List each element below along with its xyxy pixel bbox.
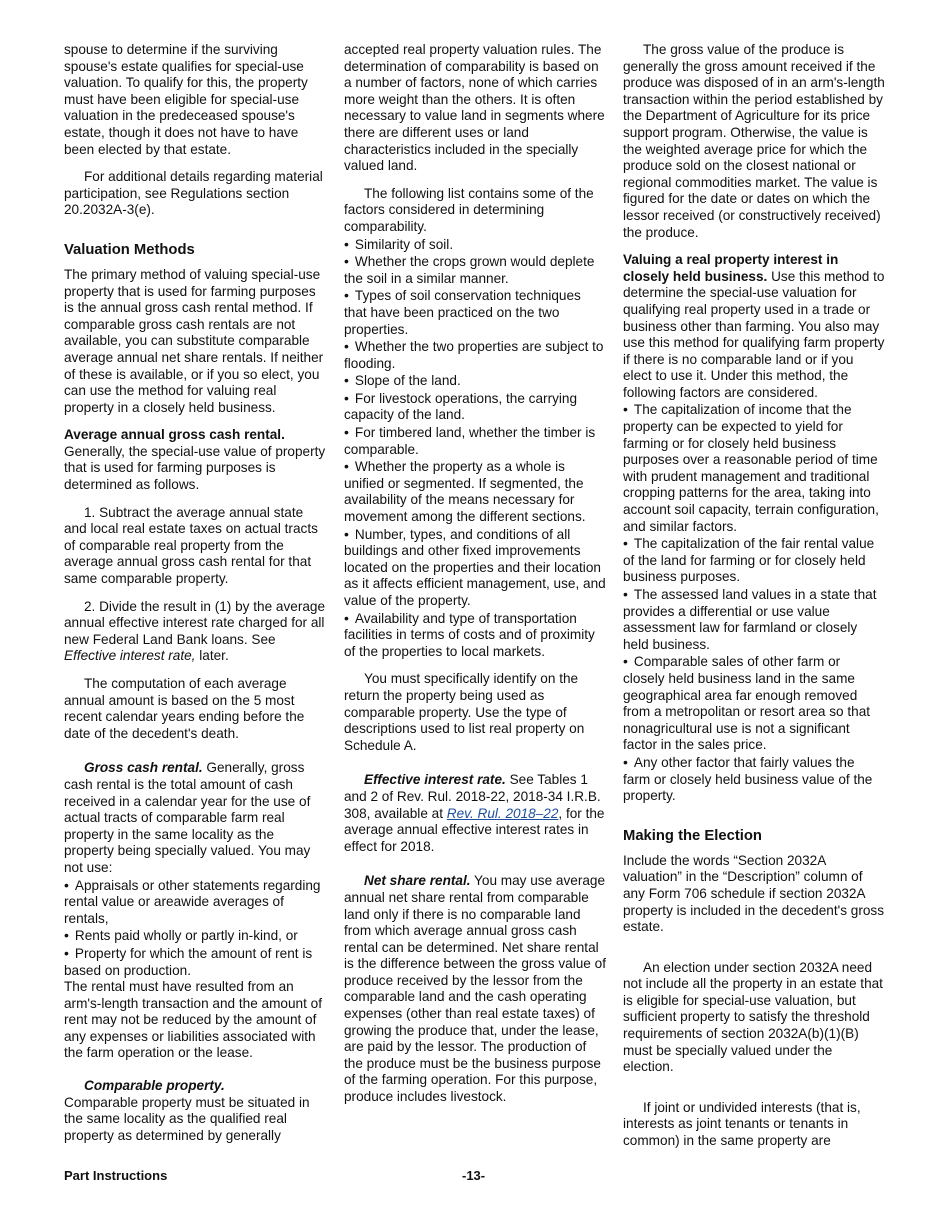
bullet-item: • Comparable sales of other farm or closely held business land in the same geographical area far enough removed from a metropolitan or resort area so that nonagricultural use is not a significant factor in the sales price. [623,653,885,754]
bullet-item: • Similarity of soil. [344,236,606,254]
paragraph-closely-held-business [623,252,885,401]
paragraph-text: Generally, gross cash rental is the total amount of cash received in a calendar year for the use of actual tracts of comparable farm real property in the same locality as the property being specially valued. You may not use: [64,760,311,875]
bullet-item: • Availability and type of transportation facilities in terms of costs and of proximity of the properties to local markets. [344,610,606,661]
bullet-item: • The assessed land values in a state that provides a differential or use value assessment law for farmland or closely held business. [623,586,885,653]
run-in-heading-comparable-property [64,1078,326,1095]
paragraph: For additional details regarding material participation, see Regulations section 20.2032A-3(e). [64,169,323,218]
paragraph: If joint or undivided interests (that is, interests as joint tenants or tenants in common) in the same property are [623,1099,861,1149]
bullet-item: • The capitalization of the fair rental value of the land for farming or for closely held business purposes. [623,535,885,586]
paragraph: The computation of each average annual amount is based on the 5 most recent calendar years ending before the date of the decedent's death. [64,676,305,741]
run-in-heading: Effective interest rate. [364,772,506,788]
bullet-item: • Whether the property as a whole is unified or segmented. If segmented, the availability of the means necessary for movement among the different sections. [344,458,606,525]
footer-section-label: Part Instructions [64,1168,168,1183]
run-in-heading: Comparable property. [84,1078,225,1094]
paragraph: spouse to determine if the surviving spouse's estate qualifies for special-use valuation. To qualify for this, the property must have been eligible for special-use valuation in the predeceased spouse's estate, though it does not have to have been elected by that estate. [64,42,308,157]
bullet-item: • Property for which the amount of rent is based on production. [64,945,326,979]
step-text: 2. Divide the result in (1) by the average annual effective interest rate charged for all new Federal Land Bank loans. See [64,598,326,647]
bullet-item: • Appraisals or other statements regarding rental value or areawide averages of rentals, [64,877,326,928]
paragraph: An election under section 2032A need not include all the property in an estate that is eligible for special-use valuation, but sufficient property to satisfy the threshold requirements of section 2032A(b)(1)(B) must be specially valued under the election. [623,959,883,1075]
rev-rul-link[interactable]: Rev. Rul. 2018–22 [446,805,559,821]
paragraph: Comparable property must be situated in the same locality as the qualified real property as determined by generally [64,1094,310,1143]
step-text: later. [195,648,229,664]
bullet-item: • Whether the two properties are subject to flooding. [344,338,606,372]
bullet-item: • Rents paid wholly or partly in-kind, or [64,927,326,945]
section-heading-valuation-methods: Valuation Methods [64,241,195,258]
run-in-heading: Valuing a real property interest in closely held business. [623,252,839,284]
paragraph-net-share-rental [344,873,606,1105]
paragraph-text: Use this method to determine the special-use valuation for qualifying real property used in a trade or business other than farming. You also may use this method for qualifying farm property if there is no comparable land or if you elect to use it. Under this method, the following factors are considered. [623,268,885,400]
paragraph: The following list contains some of the factors considered in determining comparability. [344,185,594,234]
bullet-item: • For timbered land, whether the timber is comparable. [344,424,606,458]
step-1: 1. Subtract the average annual state and local real estate taxes on actual tracts of comparable real property from the average annual gross cash rental for that same comparable property. [64,504,318,587]
run-in-heading: Net share rental. [364,873,471,889]
paragraph-text: You may use average annual net share rental from comparable land only if there is no comparable land from which average annual gross cash rental can be determined. Net share rental is the difference between the gross value of produce received by the lessor from the comparable land and the cash operating expenses (other than real estate taxes) of growing the produce that, under the lease, are paid by the lessor. The production of the produce must be the business purpose of the farming operation. For this purpose, produce includes livestock. [344,873,606,1105]
run-in-heading: Average annual gross cash rental. [64,427,285,443]
bullet-item: • Whether the crops grown would deplete the soil in a similar manner. [344,253,606,287]
paragraph-avg-gross-cash-rental [64,427,326,493]
paragraph: accepted real property valuation rules. The determination of comparability is based on a number of factors, none of which carries more weight than the others. It is often necessary to value land in segments where there are different uses or land characteristics included in the specially valued land. [344,42,605,174]
paragraph: You must specifically identify on the return the property being used as comparable property. Use the type of descriptions used to list real property on Schedule A. [344,671,585,753]
paragraph: The rental must have resulted from an arm's-length transaction and the amount of rent may not be reduced by the amount of any expenses or liabilities associated with the farm operation or the lease. [64,979,323,1061]
bullet-item: • Slope of the land. [344,372,606,390]
run-in-heading: Gross cash rental. [84,760,203,776]
step-2 [64,599,326,665]
paragraph-gross-cash-rental [64,760,326,876]
paragraph: The primary method of valuing special-use property that is used for farming purposes is the annual gross cash rental method. If comparable gross cash rentals are not available, you can substitute comparable average annual net share rentals. If neither of these is available, or if you so elect, you can use the method for valuing real property in a closely held business. [64,266,324,415]
paragraph: The gross value of the produce is generally the gross amount received if the produce was disposed of in an arm's-length transaction within the period established by the Department of Agriculture for its price support program. Otherwise, the value is the weighted average price for which the produce sold on the closest national or regional commodities market. The value is figured for the date or dates on which the lessor received (or constructively received) the produce. [623,42,885,240]
paragraph-text: , for the average annual effective interest rates in effect for 2018. [344,805,605,854]
cross-reference: Effective interest rate, [64,648,196,664]
bullet-item: • Number, types, and conditions of all buildings and other fixed improvements located on the properties and their location as it affects efficient management, use, and value of the property. [344,526,606,610]
paragraph: Include the words “Section 2032A valuation” in the “Description” column of any Form 706 schedule if section 2032A property is included in the decedent's gross estate. [623,852,885,935]
column-left [64,42,326,1144]
section-heading-making-the-election: Making the Election [623,827,762,844]
column-middle [344,42,606,1106]
bullet-item: • Any other factor that fairly values the farm or closely held business value of the property. [623,754,885,805]
paragraph-text: Generally, the special-use value of property that is used for farming purposes is determined as follows. [64,443,326,493]
page-number: -13- [462,1168,486,1183]
bullet-item: • The capitalization of income that the property can be expected to yield for farming or for closely held business purposes over a reasonable period of time with prudent management and traditional cropping patterns for the area, taking into account soil capacity, terrain configuration, and similar factors. [623,401,885,535]
column-right [623,42,885,1150]
bullet-item: • For livestock operations, the carrying capacity of the land. [344,390,606,424]
paragraph-text: See Tables 1 and 2 of Rev. Rul. 2018-22, 2018-34 I.R.B. 308, available at [344,772,601,821]
paragraph-effective-interest-rate [344,772,606,855]
bullet-item: • Types of soil conservation techniques that have been practiced on the two properties. [344,287,606,338]
